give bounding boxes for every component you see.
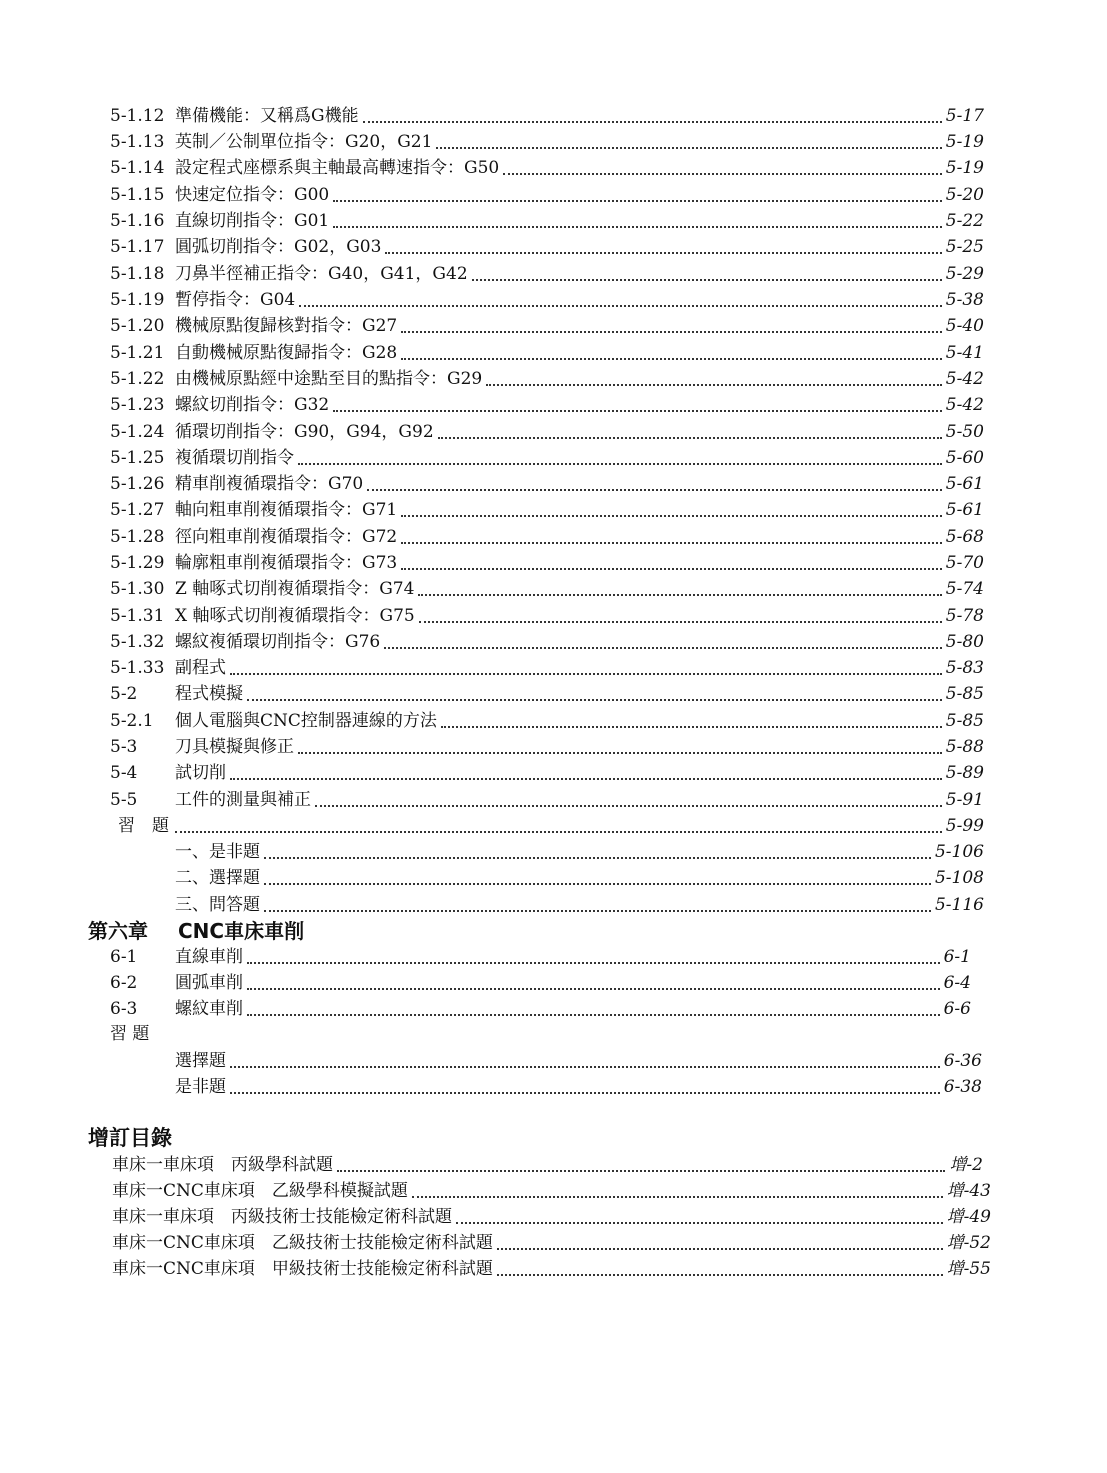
entry-number: 5-4	[110, 763, 138, 783]
entry-number: 5-1.17	[110, 237, 165, 257]
leader-dots	[315, 805, 942, 807]
leader-dots	[247, 699, 942, 701]
toc-entry[interactable]	[0, 155, 1107, 181]
leader-dots	[419, 621, 942, 623]
entry-number: 5-1.25	[110, 448, 165, 468]
toc-entry[interactable]	[0, 681, 1107, 707]
entry-page: 5-85	[945, 684, 984, 704]
entry-title: 軸向粗車削複循環指令：G71	[175, 500, 398, 520]
entry-page: 5-80	[945, 632, 984, 652]
entry-page: 5-19	[945, 132, 984, 152]
toc-entry[interactable]	[0, 471, 1107, 497]
entry-title: 複循環切削指令	[175, 448, 294, 468]
entry-number: 5-1.27	[110, 500, 165, 520]
toc-entry[interactable]	[0, 497, 1107, 523]
toc-entry[interactable]	[0, 524, 1107, 550]
leader-dots	[385, 252, 941, 254]
entry-title: 二、選擇題	[175, 868, 260, 888]
entry-number: 5-1.28	[110, 527, 165, 547]
leader-dots	[418, 594, 941, 596]
entry-title: 設定程式座標系與主軸最高轉速指令：G50	[175, 158, 500, 178]
entry-number: 5-1.32	[110, 632, 165, 652]
toc-entry[interactable]	[0, 1048, 1107, 1074]
entry-page: 5-20	[945, 185, 984, 205]
entry-title: 刀鼻半徑補正指令：G40，G41，G42	[175, 264, 468, 284]
toc-entry[interactable]	[0, 419, 1107, 445]
entry-number: 5-1.19	[110, 290, 165, 310]
entry-page: 增-43	[946, 1181, 991, 1201]
entry-number: 5-1.29	[110, 553, 165, 573]
entry-title: 機械原點復歸核對指令：G27	[175, 316, 398, 336]
entry-number: 5-1.20	[110, 316, 165, 336]
entry-title: 選擇題	[175, 1051, 226, 1071]
leader-dots	[456, 1222, 943, 1224]
leader-dots	[333, 226, 942, 228]
entry-page: 5-42	[945, 369, 984, 389]
chapter-heading[interactable]	[88, 915, 304, 944]
toc-entry[interactable]	[0, 760, 1107, 786]
leader-dots	[333, 410, 942, 412]
leader-dots	[264, 857, 931, 859]
entry-page: 5-38	[945, 290, 984, 310]
entry-title: 暫停指令：G04	[175, 290, 296, 310]
entry-title: 英制／公制單位指令：G20，G21	[175, 132, 433, 152]
entry-title: X 軸啄式切削複循環指令：G75	[175, 606, 415, 626]
leader-dots	[401, 515, 942, 517]
leader-dots	[401, 542, 942, 544]
toc-entry[interactable]	[0, 944, 1107, 970]
entry-title: 螺紋複循環切削指令：G76	[175, 632, 381, 652]
entry-title: 精車削複循環指令：G70	[175, 474, 364, 494]
entry-title: 徑向粗車削複循環指令：G72	[175, 527, 398, 547]
exercises-label: 習 題	[110, 1024, 150, 1044]
leader-dots	[264, 910, 931, 912]
entry-title: 圓弧切削指令：G02，G03	[175, 237, 382, 257]
chapter-label: 第六章	[88, 919, 148, 943]
entry-title: 螺紋切削指令：G32	[175, 395, 330, 415]
entry-page: 5-91	[945, 790, 984, 810]
entry-title: 直線車削	[175, 947, 243, 967]
entry-number: 6-2	[110, 973, 138, 993]
appendix-heading: 增訂目錄	[88, 1126, 172, 1150]
entry-number: 5-1.15	[110, 185, 165, 205]
entry-page: 5-85	[945, 711, 984, 731]
toc-entry[interactable]	[0, 287, 1107, 313]
toc-entry[interactable]	[0, 234, 1107, 260]
entry-number: 5-1.14	[110, 158, 165, 178]
entry-page: 5-40	[945, 316, 984, 336]
leader-dots	[298, 463, 942, 465]
entry-page: 5-70	[945, 553, 984, 573]
entry-page: 5-99	[945, 816, 984, 836]
leader-dots	[486, 384, 942, 386]
toc-entry[interactable]	[0, 996, 1107, 1022]
entry-number: 5-1.16	[110, 211, 165, 231]
toc-entry[interactable]	[0, 1256, 1107, 1282]
toc-entry[interactable]	[0, 208, 1107, 234]
toc-entry-exercises[interactable]	[0, 813, 1107, 839]
entry-title: 車床一CNC車床項 甲級技術士技能檢定術科試題	[112, 1259, 493, 1279]
leader-dots	[298, 752, 942, 754]
leader-dots	[247, 988, 940, 990]
toc-entry[interactable]	[0, 1152, 1107, 1178]
entry-page: 5-25	[945, 237, 984, 257]
entry-page: 5-41	[945, 343, 984, 363]
entry-title: 試切削	[175, 763, 226, 783]
entry-page: 6-1	[943, 947, 971, 967]
entry-number: 6-1	[110, 947, 138, 967]
leader-dots	[367, 489, 942, 491]
entry-label: 習 題	[118, 816, 169, 836]
entry-title: 車床一CNC車床項 乙級學科模擬試題	[112, 1181, 408, 1201]
toc-entry[interactable]	[0, 340, 1107, 366]
toc-entry[interactable]	[0, 261, 1107, 287]
entry-number: 5-1.33	[110, 658, 165, 678]
entry-page: 5-19	[945, 158, 984, 178]
entry-title: 自動機械原點復歸指令：G28	[175, 343, 398, 363]
entry-title: 輪廓粗車削複循環指令：G73	[175, 553, 398, 573]
entry-page: 5-17	[945, 106, 984, 126]
entry-page: 6-38	[943, 1077, 982, 1097]
entry-title: 直線切削指令：G01	[175, 211, 330, 231]
entry-number: 5-1.13	[110, 132, 165, 152]
toc-entry[interactable]	[0, 445, 1107, 471]
toc-entry[interactable]	[0, 392, 1107, 418]
toc-entry[interactable]	[0, 839, 1107, 865]
entry-number: 5-1.24	[110, 422, 165, 442]
leader-dots	[363, 121, 942, 123]
entry-page: 6-4	[943, 973, 971, 993]
toc-entry[interactable]	[0, 655, 1107, 681]
entry-page: 6-36	[943, 1051, 982, 1071]
entry-page: 5-108	[934, 868, 984, 888]
entry-title: 車床一CNC車床項 乙級技術士技能檢定術科試題	[112, 1233, 493, 1253]
leader-dots	[230, 1066, 940, 1068]
entry-title: 是非題	[175, 1077, 226, 1097]
entry-page: 5-89	[945, 763, 984, 783]
leader-dots	[264, 883, 931, 885]
toc-entry[interactable]	[0, 313, 1107, 339]
toc-entry[interactable]	[0, 103, 1107, 129]
entry-page: 5-29	[945, 264, 984, 284]
entry-page: 5-50	[945, 422, 984, 442]
entry-page: 增-52	[946, 1233, 991, 1253]
toc-entry[interactable]	[0, 1178, 1107, 1204]
leader-dots	[401, 331, 942, 333]
entry-title: 圓弧車削	[175, 973, 243, 993]
entry-title: 由機械原點經中途點至目的點指令：G29	[175, 369, 483, 389]
entry-title: 車床一車床項 丙級技術士技能檢定術科試題	[112, 1207, 452, 1227]
entry-page: 增-55	[946, 1259, 991, 1279]
entry-page: 5-78	[945, 606, 984, 626]
entry-number: 5-1.18	[110, 264, 165, 284]
entry-number: 5-3	[110, 737, 138, 757]
toc-entry[interactable]	[0, 1230, 1107, 1256]
entry-title: 一、是非題	[175, 842, 260, 862]
leader-dots	[337, 1170, 945, 1172]
toc-entry[interactable]	[0, 1204, 1107, 1230]
entry-title: 快速定位指令：G00	[175, 185, 330, 205]
entry-number: 5-2	[110, 684, 138, 704]
entry-number: 5-1.31	[110, 606, 165, 626]
toc-entry[interactable]	[0, 708, 1107, 734]
entry-number: 5-1.12	[110, 106, 165, 126]
entry-title: 螺紋車削	[175, 999, 243, 1019]
entry-title: Z 軸啄式切削複循環指令：G74	[175, 579, 415, 599]
entry-page: 5-106	[934, 842, 984, 862]
leader-dots	[230, 778, 942, 780]
entry-number: 5-1.22	[110, 369, 165, 389]
entry-number: 5-5	[110, 790, 138, 810]
entry-page: 5-61	[945, 474, 984, 494]
entry-page: 5-83	[945, 658, 984, 678]
toc-entry[interactable]	[0, 366, 1107, 392]
leader-dots	[401, 358, 942, 360]
toc-entry[interactable]	[0, 603, 1107, 629]
toc-entry[interactable]	[0, 734, 1107, 760]
entry-page: 6-6	[943, 999, 971, 1019]
entry-page: 5-68	[945, 527, 984, 547]
entry-title: 三、問答題	[175, 895, 260, 915]
leader-dots	[401, 568, 942, 570]
leader-dots	[230, 673, 942, 675]
entry-page: 增-2	[949, 1155, 983, 1175]
leader-dots	[247, 1014, 940, 1016]
leader-dots	[497, 1274, 943, 1276]
entry-page: 5-116	[934, 895, 984, 915]
toc-entry[interactable]	[0, 182, 1107, 208]
entry-page: 5-88	[945, 737, 984, 757]
entry-title: 車床一車床項 丙級學科試題	[112, 1155, 333, 1175]
toc-entry[interactable]	[0, 970, 1107, 996]
leader-dots	[247, 962, 940, 964]
entry-title: 工件的測量與補正	[175, 790, 311, 810]
entry-number: 5-2.1	[110, 711, 154, 731]
leader-dots	[497, 1248, 943, 1250]
entry-number: 5-1.30	[110, 579, 165, 599]
toc-entry[interactable]	[0, 129, 1107, 155]
toc-entry[interactable]	[0, 1074, 1107, 1100]
toc-entry[interactable]	[0, 787, 1107, 813]
entry-title: 個人電腦與CNC控制器連線的方法	[175, 711, 437, 731]
toc-entry[interactable]	[0, 629, 1107, 655]
toc-entry[interactable]	[0, 550, 1107, 576]
leader-dots	[299, 305, 942, 307]
entry-page: 5-22	[945, 211, 984, 231]
leader-dots	[472, 279, 942, 281]
entry-page: 5-61	[945, 500, 984, 520]
entry-title: 準備機能：又稱爲G機能	[175, 106, 359, 126]
entry-page: 5-42	[945, 395, 984, 415]
entry-title: 程式模擬	[175, 684, 243, 704]
leader-dots	[441, 726, 942, 728]
entry-number: 6-3	[110, 999, 138, 1019]
leader-dots	[436, 147, 941, 149]
entry-number: 5-1.23	[110, 395, 165, 415]
leader-dots	[230, 1092, 940, 1094]
leader-dots	[503, 173, 942, 175]
entry-title: 循環切削指令：G90，G94，G92	[175, 422, 434, 442]
entry-page: 5-74	[945, 579, 984, 599]
leader-dots	[333, 200, 942, 202]
entry-number: 5-1.21	[110, 343, 165, 363]
entry-number: 5-1.26	[110, 474, 165, 494]
leader-dots	[384, 647, 942, 649]
entry-page: 5-60	[945, 448, 984, 468]
entry-title: 刀具模擬與修正	[175, 737, 294, 757]
leader-dots	[175, 831, 942, 833]
leader-dots	[412, 1196, 943, 1198]
entry-page: 增-49	[946, 1207, 991, 1227]
toc-entry[interactable]	[0, 576, 1107, 602]
entry-title: 副程式	[175, 658, 226, 678]
leader-dots	[438, 437, 942, 439]
toc-entry[interactable]	[0, 865, 1107, 891]
chapter-title: CNC車床車削	[178, 919, 305, 943]
